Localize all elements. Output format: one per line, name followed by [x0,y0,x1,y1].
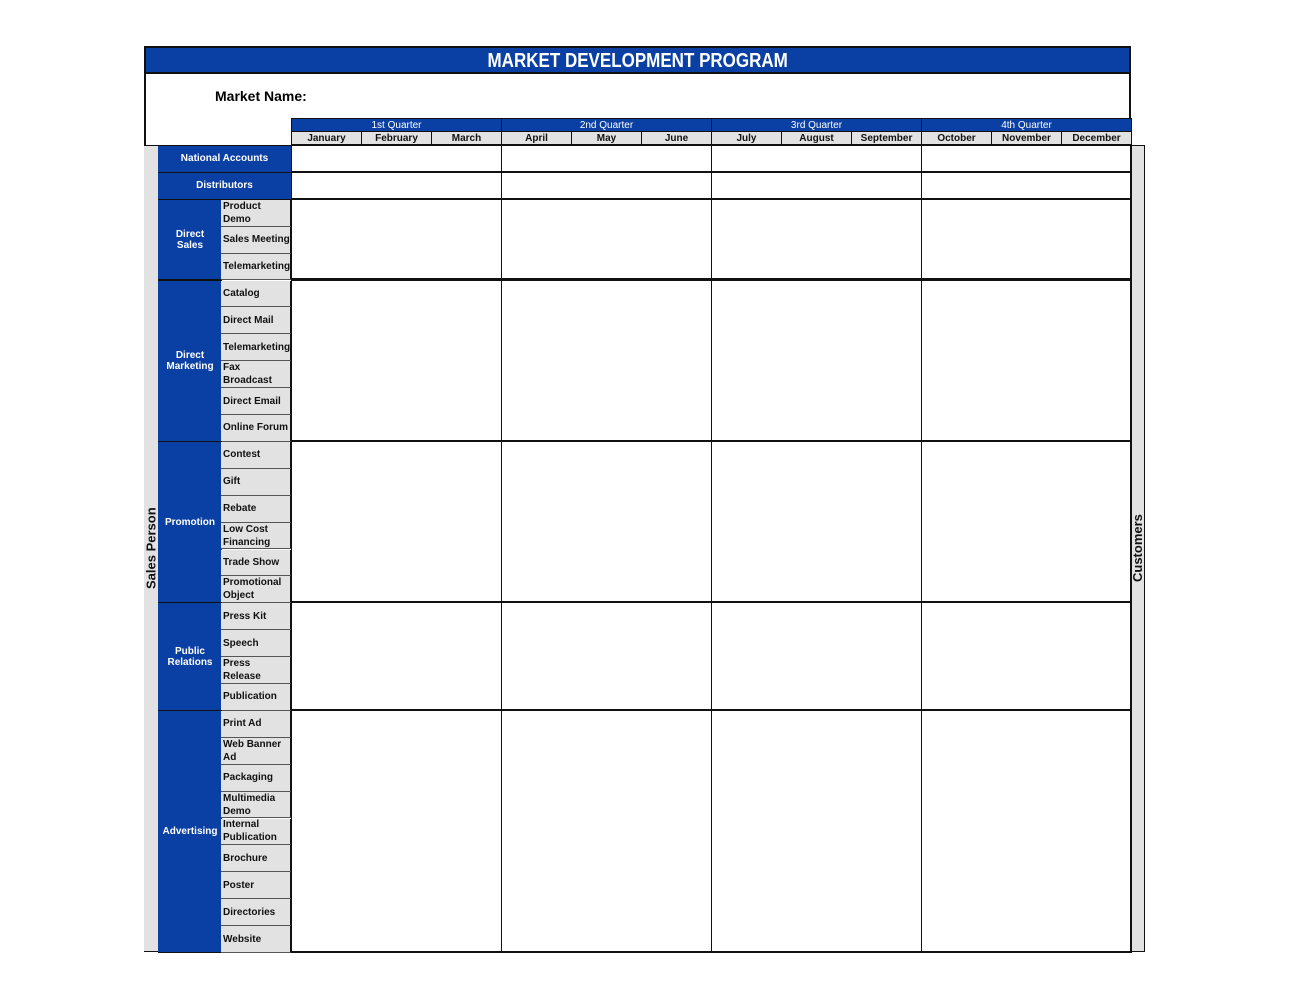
activity-row-label: Online Forum [221,415,292,442]
activity-row-label: Low Cost Financing [221,523,292,550]
activity-row-label: Direct Mail [221,307,292,334]
activity-row-label: Product Demo [221,200,292,227]
activity-row-label: Telemarketing [221,254,292,281]
title-text: MARKET DEVELOPMENT PROGRAM [487,50,788,72]
plan-cell[interactable] [501,280,712,442]
activity-row-label: Website [221,926,292,953]
category-1: Distributors [158,172,292,200]
activity-row-label: Poster [221,872,292,899]
activity-row-label: Web Banner Ad [221,738,292,765]
plan-cell[interactable] [711,199,922,281]
month-header: September [851,131,922,145]
market-name-label: Market Name: [215,88,307,104]
category-3: Direct Marketing [158,280,222,442]
month-header: January [291,131,362,145]
plan-cell[interactable] [921,710,1132,953]
quarter-header: 3rd Quarter [711,118,922,131]
activity-row-label: Sales Meeting [221,227,292,254]
sales-person-label: Sales Person [143,507,159,590]
activity-row-label: Direct Email [221,388,292,415]
category-0: National Accounts [158,145,292,173]
category-5: Public Relations [158,602,222,711]
activity-row-label: Publication [221,684,292,711]
month-header: July [711,131,782,145]
plan-cell[interactable] [921,441,1132,603]
plan-cell[interactable] [921,602,1132,711]
plan-cell[interactable] [921,145,1132,173]
plan-cell[interactable] [291,172,502,200]
plan-cell[interactable] [921,199,1132,281]
activity-row-label: Multimedia Demo [221,792,292,819]
plan-cell[interactable] [291,441,502,603]
activity-row-label: Print Ad [221,711,292,738]
month-header: October [921,131,992,145]
activity-row-label: Press Kit [221,603,292,630]
activity-row-label: Press Release [221,657,292,684]
activity-row-label: Trade Show [221,550,292,577]
plan-cell[interactable] [711,280,922,442]
month-header: March [431,131,502,145]
plan-cell[interactable] [921,172,1132,200]
plan-cell[interactable] [711,710,922,953]
customers-column [1130,145,1145,952]
month-header: February [361,131,432,145]
activity-row-label: Directories [221,899,292,926]
plan-cell[interactable] [501,710,712,953]
month-header: May [571,131,642,145]
plan-cell[interactable] [501,199,712,281]
plan-cell[interactable] [711,172,922,200]
activity-row-label: Rebate [221,496,292,523]
month-header: June [641,131,712,145]
activity-row-label: Speech [221,630,292,657]
plan-cell[interactable] [501,172,712,200]
activity-row-label: Telemarketing [221,334,292,361]
activity-row-label: Contest [221,442,292,469]
activity-row-label: Packaging [221,765,292,792]
activity-row-label: Catalog [221,281,292,308]
plan-cell[interactable] [291,280,502,442]
plan-cell[interactable] [291,199,502,281]
page-title [144,46,1131,74]
category-2: Direct Sales [158,199,222,281]
month-header: August [781,131,852,145]
plan-cell[interactable] [921,280,1132,442]
plan-cell[interactable] [501,602,712,711]
month-header: November [991,131,1062,145]
plan-cell[interactable] [291,710,502,953]
activity-row-label: Promotional Object [221,576,292,603]
plan-cell[interactable] [711,602,922,711]
plan-cell[interactable] [291,602,502,711]
plan-cell[interactable] [711,441,922,603]
plan-cell[interactable] [501,145,712,173]
activity-row-label: Brochure [221,845,292,872]
month-header: December [1061,131,1132,145]
plan-cell[interactable] [711,145,922,173]
quarter-header: 1st Quarter [291,118,502,131]
month-header: April [501,131,572,145]
customers-label: Customers [1130,514,1145,583]
category-4: Promotion [158,441,222,603]
category-6: Advertising [158,710,222,953]
quarter-header: 4th Quarter [921,118,1132,131]
plan-cell[interactable] [291,145,502,173]
plan-cell[interactable] [501,441,712,603]
activity-row-label: Gift [221,469,292,496]
market-name-field[interactable] [300,82,800,108]
quarter-header: 2nd Quarter [501,118,712,131]
activity-row-label: Fax Broadcast [221,361,292,388]
sales-person-column [144,145,159,952]
activity-row-label: Internal Publication [221,819,292,846]
